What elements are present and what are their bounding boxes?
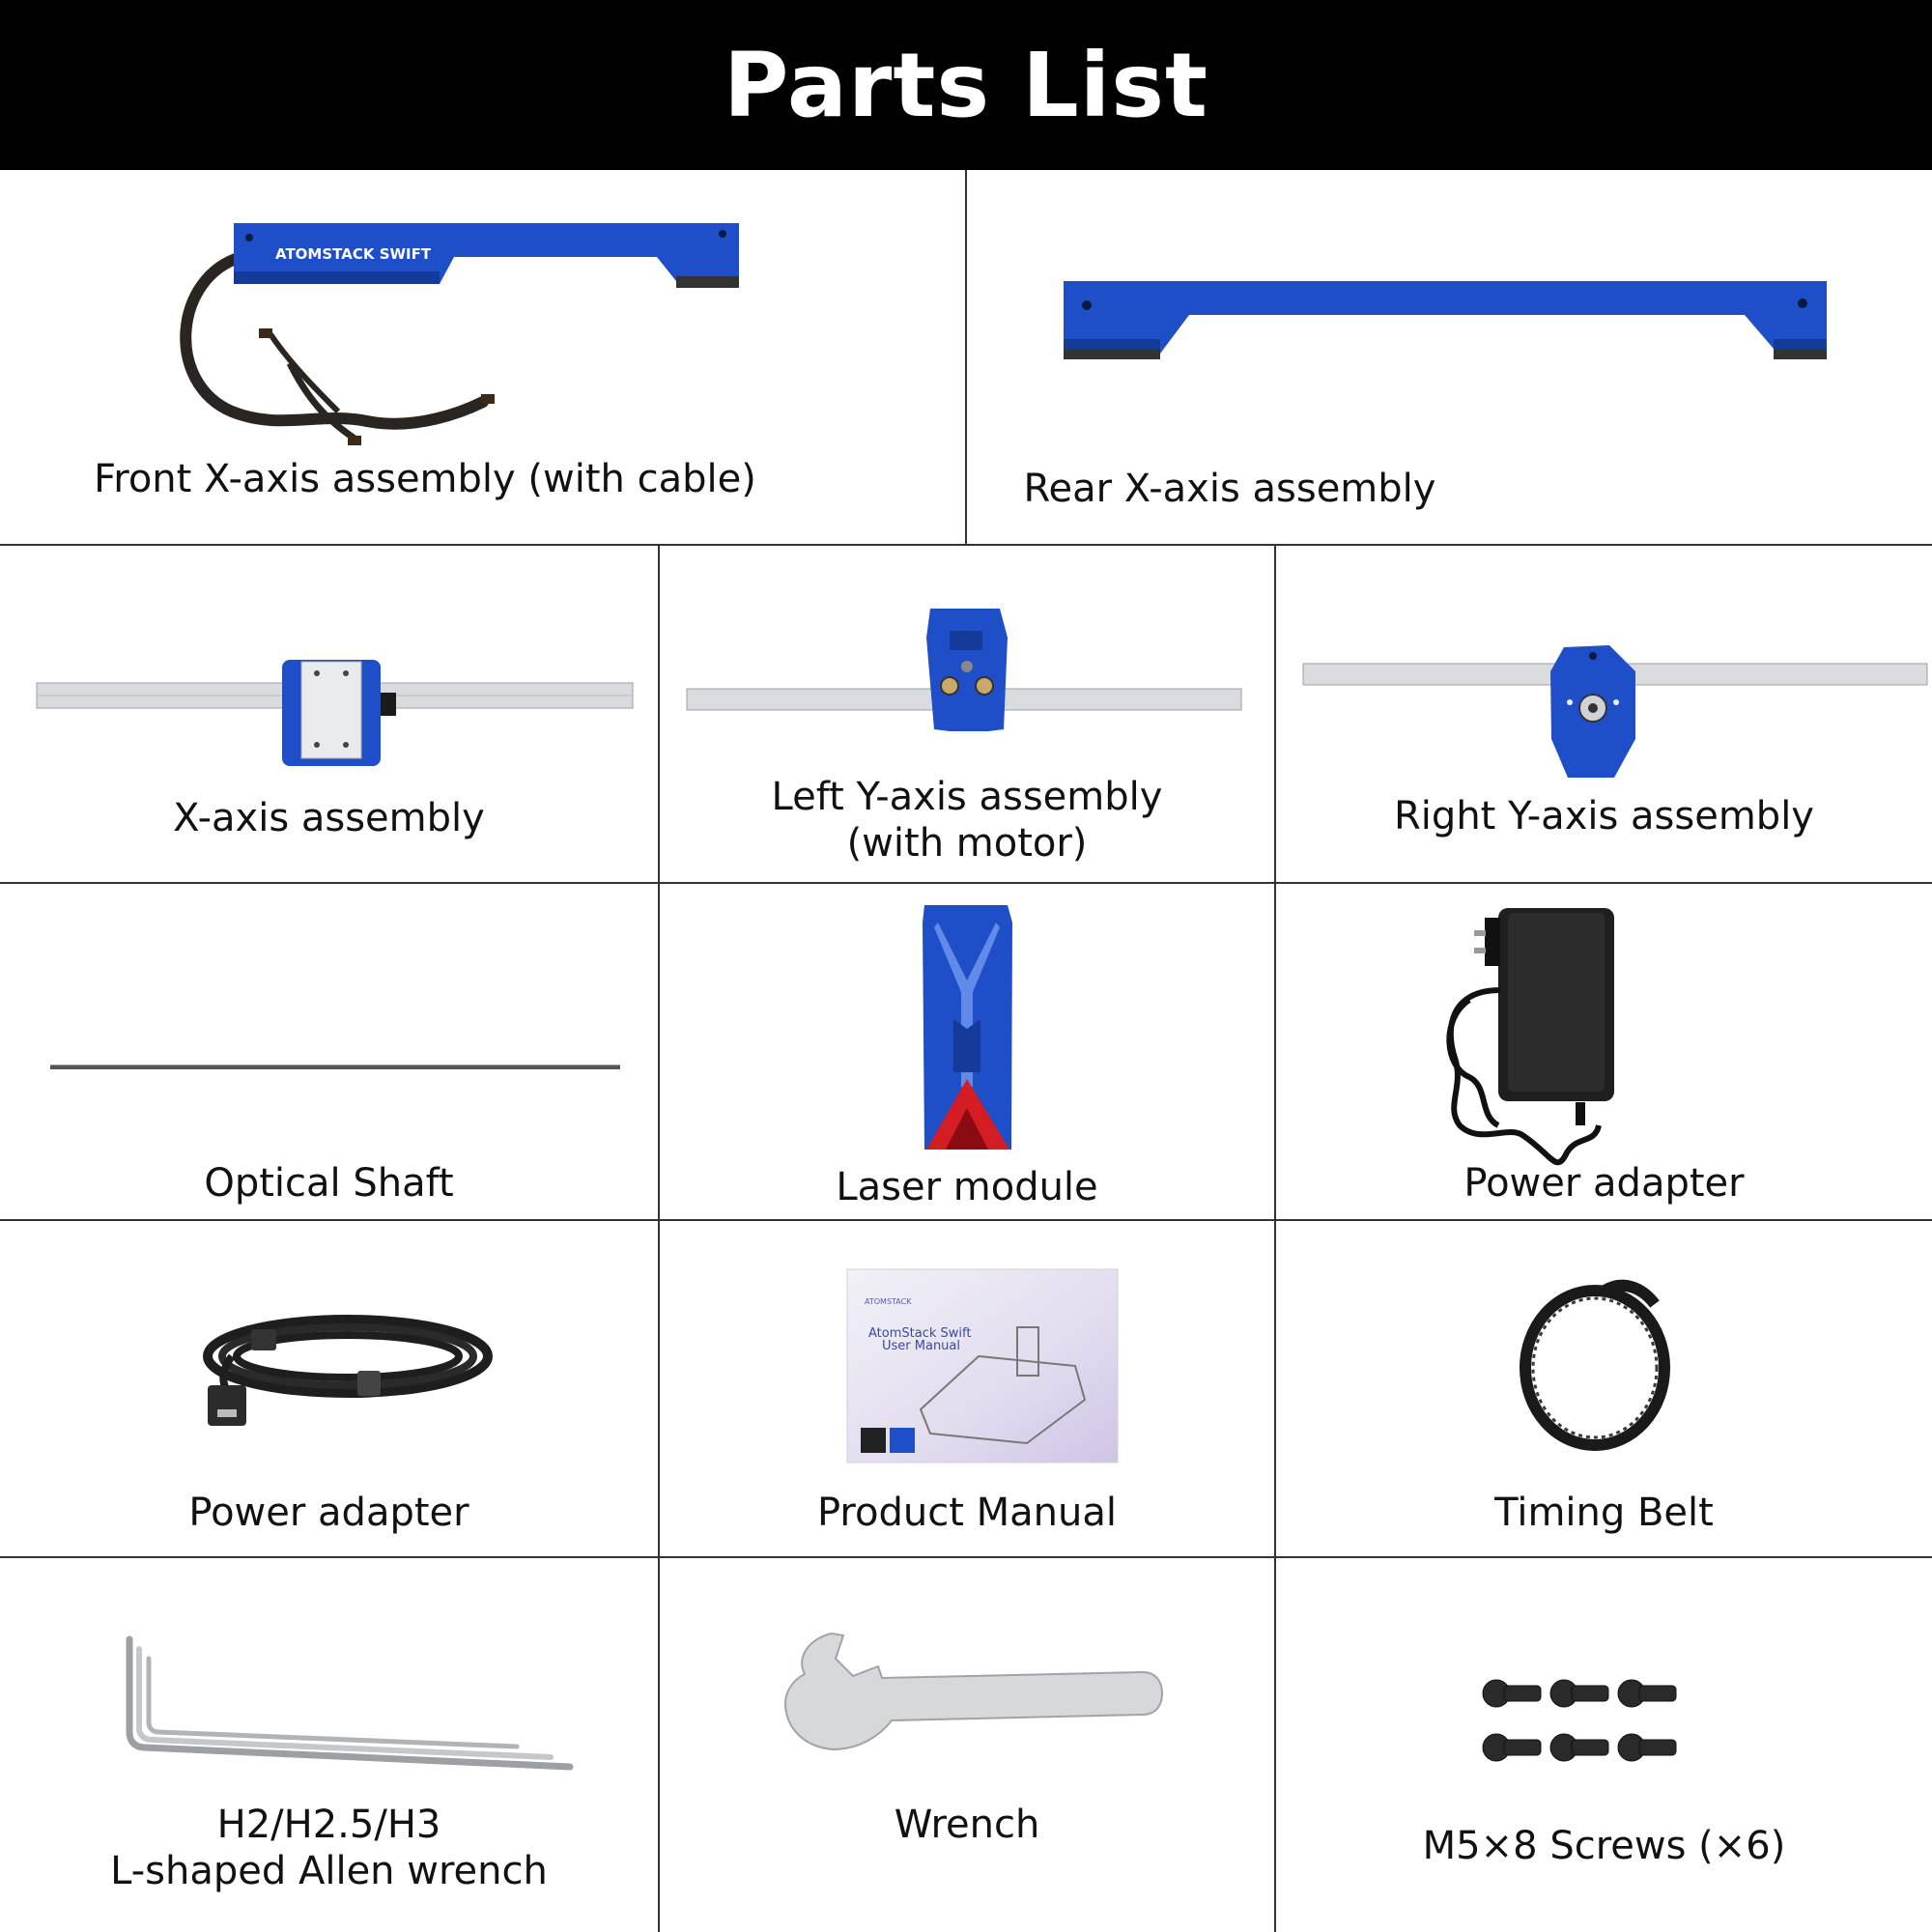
manual-brand: ATOMSTACK	[865, 1297, 912, 1306]
part-cell-product-manual	[660, 1221, 1274, 1556]
part-cell-rear-x-axis	[967, 170, 1932, 544]
part-cell-power-adapter	[1276, 884, 1932, 1219]
page-title: Parts List	[723, 33, 1209, 137]
part-label: Product Manual	[817, 1491, 1117, 1535]
part-label-line2: L-shaped Allen wrench	[110, 1849, 548, 1893]
part-cell-wrench	[660, 1558, 1274, 1932]
part-cell-optical-shaft	[0, 884, 658, 1219]
part-label-line2: (with motor)	[846, 821, 1088, 866]
manual-title-line1: AtomStack Swift	[868, 1326, 972, 1341]
part-cell-laser-module	[660, 884, 1274, 1219]
part-label-line1: H2/H2.5/H3	[216, 1803, 441, 1847]
part-label: X-axis assembly	[173, 796, 485, 840]
part-label: Wrench	[894, 1803, 1040, 1847]
brand-logo: ATOMSTACK SWIFT	[275, 245, 432, 263]
screws-image	[1276, 1558, 1932, 1932]
part-label: Optical Shaft	[204, 1161, 454, 1206]
part-label: Laser module	[836, 1165, 1098, 1209]
part-label: Timing Belt	[1494, 1491, 1714, 1535]
part-cell-right-y-axis	[1276, 546, 1932, 882]
part-label-line1: Left Y-axis assembly	[771, 775, 1163, 819]
part-cell-usb-cable	[0, 1221, 658, 1556]
part-cell-screws	[1276, 1558, 1932, 1932]
part-label: Power adapter	[188, 1491, 469, 1535]
wrench-image	[660, 1558, 1274, 1932]
part-label: Front X-axis assembly (with cable)	[94, 457, 756, 501]
part-cell-x-axis	[0, 546, 658, 882]
manual-title-line2: User Manual	[882, 1339, 961, 1353]
part-cell-timing-belt	[1276, 1221, 1932, 1556]
part-label: M5×8 Screws (×6)	[1422, 1824, 1786, 1868]
page-header	[0, 0, 1932, 170]
part-label: Right Y-axis assembly	[1394, 794, 1814, 838]
part-label: Power adapter	[1463, 1161, 1745, 1206]
part-label: Rear X-axis assembly	[1023, 467, 1436, 511]
part-cell-allen-wrench	[0, 1558, 658, 1932]
part-cell-left-y-axis	[660, 546, 1274, 882]
part-cell-front-x-axis	[0, 170, 965, 544]
